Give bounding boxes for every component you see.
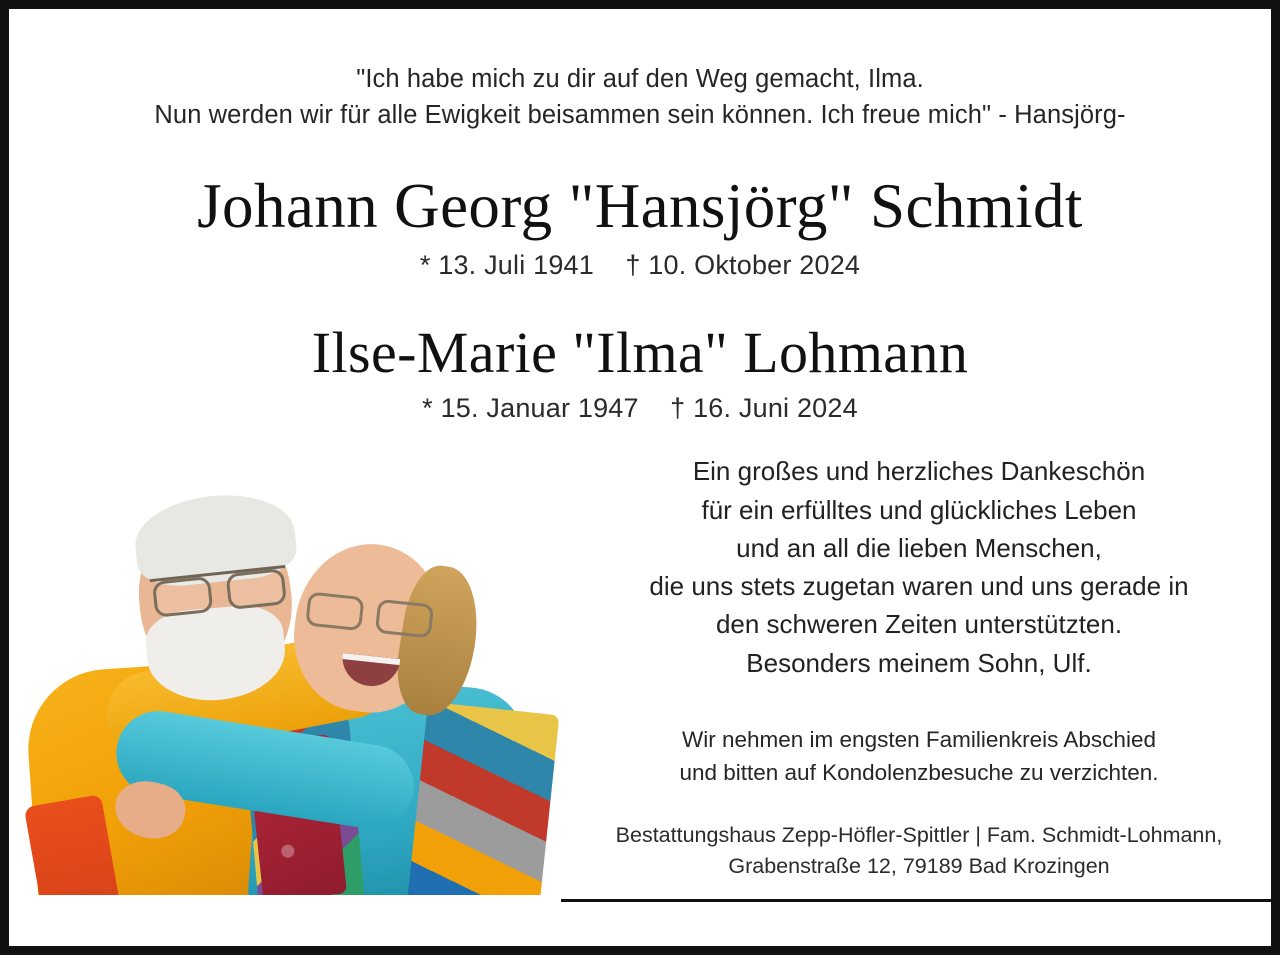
notice-inner [9,9,1271,946]
thanks-line-2: für ein erfülltes und glückliches Leben [701,494,1137,525]
birth-date-primary: * 13. Juli 1941 [419,249,594,280]
thanks-line-1: Ein großes und herzliches Dankeschön [692,456,1146,487]
quote-line-1: "Ich habe mich zu dir auf den Weg gemacht, Ilma. [356,65,924,93]
farewell-line-1: Wir nehmen im engsten Familienkreis Abschied [682,727,1156,753]
death-date-secondary: † 16. Juni 2024 [670,393,858,424]
thanks-line-6: Besonders meinem Sohn, Ulf. [746,647,1092,678]
deceased-block-secondary [9,319,1271,425]
birth-date-secondary: * 15. Januar 1947 [422,393,639,424]
couple-photo [19,470,567,895]
photo-scene [19,470,567,895]
funeral-home-line-2: Grabenstraße 12, 79189 Bad Krozingen [728,854,1110,879]
deceased-block-primary [9,173,1271,280]
farewell-line-2: und bitten auf Kondolenzbesuche zu verzichten. [679,760,1159,786]
thanks-line-4: die uns stets zugetan waren und uns gerade in [649,571,1189,602]
death-date-primary: † 10. Oktober 2024 [625,249,861,280]
thanks-text [569,452,1269,681]
thanks-line-5: den schweren Zeiten unterstützten. [715,609,1123,640]
funeral-home-line-1: Bestattungshaus Zepp-Höfler-Spittler | Fam. Schmidt-Lohmann, [615,823,1223,848]
deceased-name-secondary: Ilse-Marie "Ilma" Lohmann [311,319,969,385]
deceased-name-primary: Johann Georg "Hansjörg" Schmidt [197,171,1083,242]
deceased-dates-primary [9,250,1271,281]
deceased-dates-secondary [9,393,1271,424]
lower-section [9,452,1271,912]
bottom-rule [561,899,1275,902]
quote-line-2: Nun werden wir für alle Ewigkeit beisammen sein können. Ich freue mich" - Hansjörg- [154,101,1126,130]
memorial-quote [9,9,1271,133]
farewell-text [569,724,1269,790]
thanks-line-3: und an all die lieben Menschen, [736,532,1102,563]
funeral-home-info [569,820,1269,882]
scarf-right [407,702,560,895]
